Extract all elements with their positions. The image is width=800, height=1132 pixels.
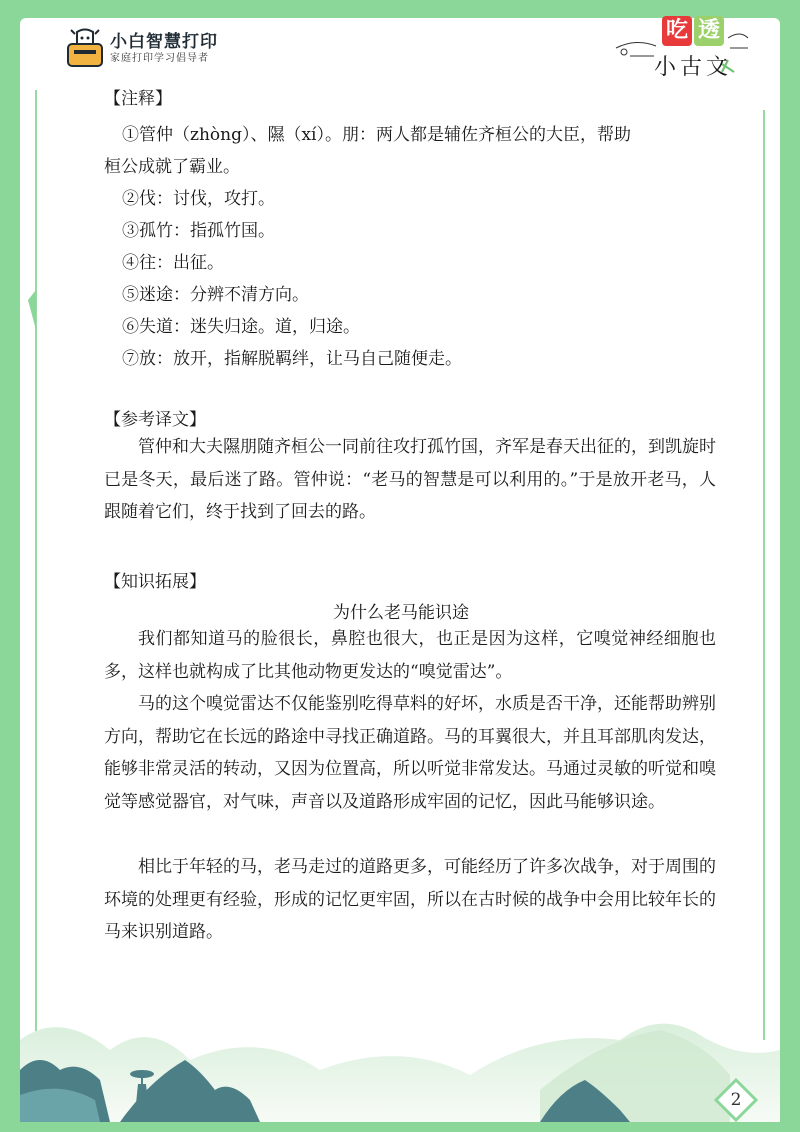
knowledge-paragraph: 相比于年轻的马，老马走过的道路更多，可能经历了许多次战争，对于周围的环境的处理更有经验，形成的记忆更牢固，所以在古时候的战争中会用比较年长的马来识别道路。 — [104, 857, 716, 942]
right-tick-decoration — [784, 814, 792, 902]
note-item: 桓公成就了霸业。 — [104, 157, 240, 177]
notes-heading: 【注释】 — [104, 89, 172, 109]
knowledge-heading: 【知识拓展】 — [104, 572, 206, 592]
note-item: ②伐：讨伐，攻打。 — [122, 189, 275, 209]
brand-subtitle: 小古文 — [654, 55, 733, 80]
note-item: ⑥失道：迷失归途。道，归途。 — [122, 317, 360, 337]
brand-char-1: 吃 — [662, 16, 692, 46]
printer-mascot-icon — [66, 28, 104, 68]
brand-mark — [610, 8, 750, 78]
note-item: ③孤竹：指孤竹国。 — [122, 221, 275, 241]
left-tick-decoration — [8, 224, 16, 302]
note-item: ①管仲（zhòng）、隰（xí）。朋：两人都是辅佐齐桓公的大臣，帮助 — [122, 125, 631, 145]
note-item: ⑦放：放开，指解脱羁绊，让马自己随便走。 — [122, 349, 462, 369]
note-item: ⑤迷途：分辨不清方向。 — [122, 285, 309, 305]
note-item: ④往：出征。 — [122, 253, 224, 273]
logo — [66, 28, 218, 68]
page-number: 2 — [730, 1090, 742, 1110]
translation-heading: 【参考译文】 — [104, 410, 206, 430]
translation-text: 管仲和大夫隰朋随齐桓公一同前往攻打孤竹国，齐军是春天出征的，到凯旋时已是冬天，最后迷了路。管仲说：“老马的智慧是可以利用的。”于是放开老马，人跟随着它们，终于找到了回去的路。 — [104, 437, 716, 522]
logo-subtitle: 家庭打印学习倡导者 — [110, 52, 209, 64]
knowledge-paragraph: 马的这个嗅觉雷达不仅能鉴别吃得草料的好坏，水质是否干净，还能帮助辨别方向，帮助它在长远的路途中寻找正确道路。马的耳翼很大，并且耳部肌肉发达，能够非常灵活的转动，又因为位置高，所以听觉非常发达。马通过灵敏的听觉和嗅觉等感觉器官，对气味，声音以及道路形成牢固的记忆，因此马能够识途。 — [104, 694, 716, 812]
logo-title: 小白智慧打印 — [110, 31, 218, 52]
knowledge-title: 为什么老马能识途 — [333, 603, 469, 623]
knowledge-paragraph: 我们都知道马的脸很长，鼻腔也很大，也正是因为这样，它嗅觉神经细胞也多，这样也就构成了比其他动物更发达的“嗅觉雷达”。 — [104, 629, 716, 682]
page-number-badge — [714, 1078, 758, 1122]
brand-char-2: 透 — [694, 16, 724, 46]
